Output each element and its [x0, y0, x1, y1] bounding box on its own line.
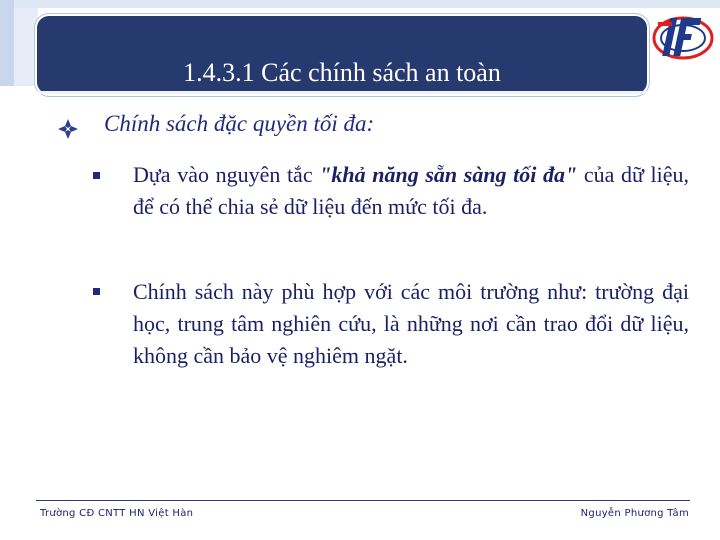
bullet-1-text-after: của dữ liệu, để có thể chia sẻ dữ liệu đến mức tối đa.	[133, 162, 689, 219]
bullet-1-text-before: Dựa vào nguyên tắc	[133, 162, 320, 187]
bullet-1-quote: "khả năng sẵn sàng tối đa"	[319, 162, 578, 187]
bullet-paragraph-1	[133, 159, 689, 223]
title-box	[37, 16, 647, 94]
square-bullet-icon	[93, 172, 100, 179]
footer-school-name: Trường CĐ CNTT HN Việt Hàn	[40, 508, 194, 519]
diamond-bullet-icon	[57, 118, 79, 140]
square-bullet-icon	[93, 288, 100, 295]
slide-title: 1.4.3.1 Các chính sách an toàn	[183, 58, 501, 87]
bullet-paragraph-2: Chính sách này phù hợp với các môi trường như: trường đại học, trung tâm nghiên cứu, là những nơi cần trao đổi dữ liệu, không cần bảo vệ nghiêm ngặt.	[133, 279, 689, 368]
footer-divider	[36, 500, 690, 501]
section-heading: Chính sách đặc quyền tối đa:	[104, 111, 375, 136]
footer-author: Nguyễn Phương Tâm	[580, 508, 689, 519]
top-decor-band	[0, 0, 720, 8]
left-decor-band-light	[14, 8, 38, 86]
school-logo-icon	[650, 10, 716, 66]
left-decor-band	[0, 0, 14, 86]
